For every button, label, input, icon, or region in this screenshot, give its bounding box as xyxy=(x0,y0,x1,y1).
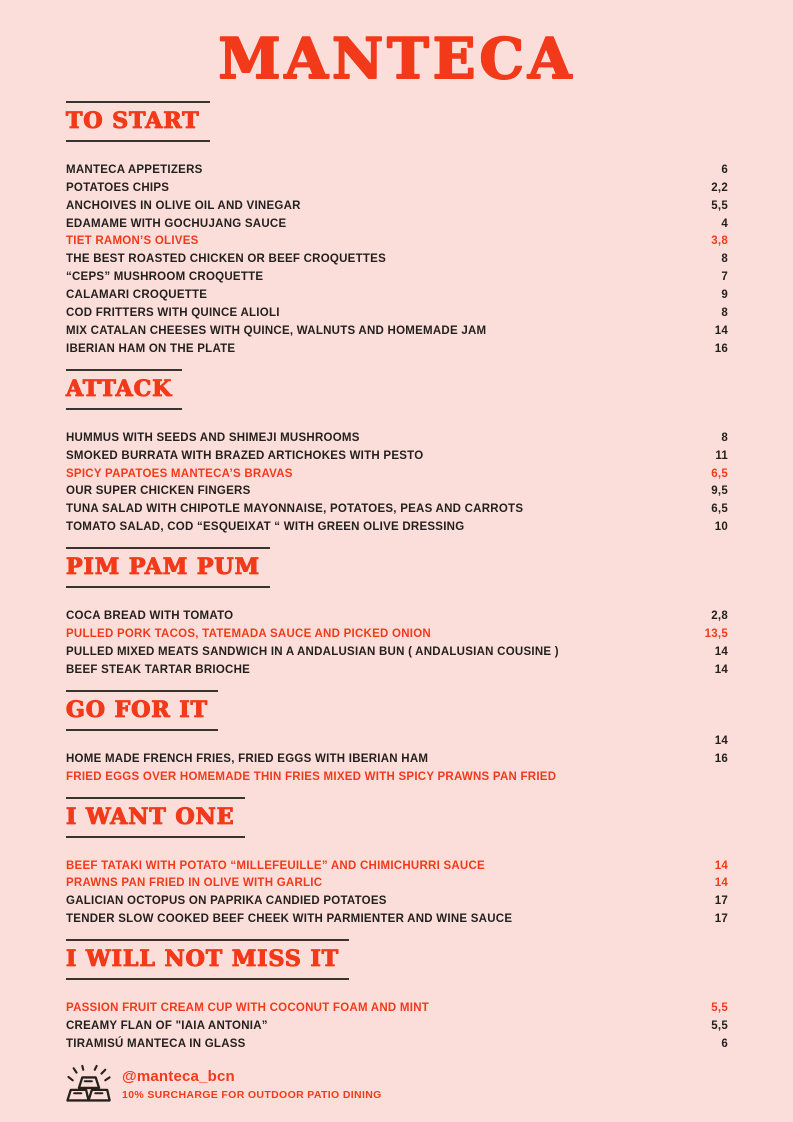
menu-item xyxy=(66,251,728,269)
menu-item-name: TENDER SLOW COOKED BEEF CHEEK WITH PARMIENTER AND WINE SAUCE xyxy=(66,913,513,926)
menu-item xyxy=(66,893,728,911)
menu-item-price: 5,5 xyxy=(711,199,728,212)
menu-item-name: PRAWNS PAN FRIED IN OLIVE WITH GARLIC xyxy=(66,877,323,890)
sections xyxy=(66,101,728,1054)
menu-item-price: 6,5 xyxy=(711,503,728,516)
menu-item xyxy=(66,466,728,484)
menu-item-name: THE BEST ROASTED CHICKEN OR BEEF CROQUETTES xyxy=(66,253,386,266)
menu-item xyxy=(66,180,728,198)
menu-item xyxy=(66,875,728,893)
menu-item-name: PULLED MIXED MEATS SANDWICH IN A ANDALUSIAN BUN ( ANDALUSIAN COUSINE ) xyxy=(66,646,559,659)
menu-item-price: 9 xyxy=(721,289,728,302)
menu-item-price: 17 xyxy=(714,895,728,908)
menu-item-name: BEEF TATAKI WITH POTATO “MILLEFEUILLE” AND CHIMICHURRI SAUCE xyxy=(66,859,485,872)
menu-item-price: 2,8 xyxy=(711,610,728,623)
menu-item-price: 2,2 xyxy=(711,181,728,194)
menu-item xyxy=(66,769,728,787)
menu-item-price: 6 xyxy=(721,163,728,176)
menu-item-name: CALAMARI CROQUETTE xyxy=(66,289,208,302)
menu-item-price: 5,5 xyxy=(711,1020,728,1033)
menu-item-name: SMOKED BURRATA WITH BRAZED ARTICHOKES WITH PESTO xyxy=(66,449,424,462)
menu-item-name: “CEPS” MUSHROOM CROQUETTE xyxy=(66,271,264,284)
menu-item-name: SPICY PAPATOES MANTECA’S BRAVAS xyxy=(66,467,293,480)
menu-item xyxy=(66,233,728,251)
menu-section xyxy=(66,369,728,537)
menu-item xyxy=(66,1000,728,1018)
menu-item-name: COD FRITTERS WITH QUINCE ALIOLI xyxy=(66,307,280,320)
menu-item xyxy=(66,751,728,769)
section-heading-label: PIM PAM PUM xyxy=(66,554,260,581)
menu-item-name: CREAMY FLAN OF "IAIA ANTONIA” xyxy=(66,1020,268,1033)
menu-item xyxy=(66,519,728,537)
menu-item-name: GALICIAN OCTOPUS ON PAPRIKA CANDIED POTATOES xyxy=(66,895,387,908)
section-heading-label: I WANT ONE xyxy=(66,803,235,830)
menu-item xyxy=(66,323,728,341)
menu-item-price: 5,5 xyxy=(711,1002,728,1015)
menu-item-price: 14 xyxy=(714,877,728,890)
section-heading-label: ATTACK xyxy=(66,375,173,402)
menu-item xyxy=(66,662,728,680)
menu-item-name: FRIED EGGS OVER HOMEMADE THIN FRIES MIXED WITH SPICY PRAWNS PAN FRIED xyxy=(66,770,557,783)
menu-item-price: 9,5 xyxy=(711,485,728,498)
menu-item xyxy=(66,501,728,519)
menu-item-list xyxy=(66,608,728,680)
menu-item-price: 14 xyxy=(714,859,728,872)
menu-item-name: OUR SUPER CHICKEN FINGERS xyxy=(66,485,251,498)
menu-item-price: 7 xyxy=(721,271,728,284)
section-heading xyxy=(66,690,218,731)
menu-item-name: TOMATO SALAD, COD “ESQUEIXAT “ WITH GREEN OLIVE DRESSING xyxy=(66,521,465,534)
menu-item-price: 10 xyxy=(714,521,728,534)
menu-item xyxy=(66,162,728,180)
menu-item-price: 3,8 xyxy=(711,235,728,248)
menu-item-price: 6,5 xyxy=(711,467,728,480)
menu-item-price: 14 xyxy=(714,663,728,676)
section-heading xyxy=(66,547,270,588)
menu-item-list xyxy=(66,858,728,930)
menu-item-list xyxy=(66,1000,728,1054)
menu-item xyxy=(66,911,728,929)
restaurant-logo: MANTECA xyxy=(218,26,576,92)
section-heading xyxy=(66,369,182,410)
menu-section xyxy=(66,547,728,680)
menu-section xyxy=(66,690,728,787)
menu-item-name: PASSION FRUIT CREAM CUP WITH COCONUT FOAM AND MINT xyxy=(66,1002,430,1015)
menu-item-price: 16 xyxy=(714,752,728,765)
footer-text xyxy=(122,1064,382,1101)
menu-item-name: EDAMAME WITH GOCHUJANG SAUCE xyxy=(66,217,287,230)
menu-item xyxy=(66,483,728,501)
menu-item-price: 11 xyxy=(715,449,728,462)
menu-item-price: 13,5 xyxy=(704,628,728,641)
section-heading-label: TO START xyxy=(66,107,200,134)
footer xyxy=(66,1064,728,1110)
surcharge-note: 10% SURCHARGE FOR OUTDOOR PATIO DINING xyxy=(122,1088,382,1101)
section-heading xyxy=(66,101,210,142)
butter-bars-icon xyxy=(66,1064,112,1110)
instagram-handle: @manteca_bcn xyxy=(122,1067,235,1085)
menu-item-name: TIRAMISÚ MANTECA IN GLASS xyxy=(66,1037,246,1050)
menu-item-price: 8 xyxy=(721,253,728,266)
menu-item-name: PULLED PORK TACOS, TATEMADA SAUCE AND PICKED ONION xyxy=(66,628,431,641)
menu-section xyxy=(66,101,728,359)
menu-item-name: BEEF STEAK TARTAR BRIOCHE xyxy=(66,663,251,676)
section-heading xyxy=(66,797,245,838)
menu-item-name: HUMMUS WITH SEEDS AND SHIMEJI MUSHROOMS xyxy=(66,431,360,444)
menu-item xyxy=(66,269,728,287)
menu-item xyxy=(66,1018,728,1036)
menu-item xyxy=(66,341,728,359)
menu-item xyxy=(66,448,728,466)
menu-item-name: POTATOES CHIPS xyxy=(66,181,170,194)
menu-item-name: TUNA SALAD WITH CHIPOTLE MAYONNAISE, POTATOES, PEAS AND CARROTS xyxy=(66,503,524,516)
section-heading xyxy=(66,939,349,980)
menu-item xyxy=(66,430,728,448)
menu-item-price: 16 xyxy=(714,342,728,355)
menu-item-price: 14 xyxy=(714,646,728,659)
menu-section xyxy=(66,797,728,930)
menu-item-name: COCA BREAD WITH TOMATO xyxy=(66,610,234,623)
menu-item-name: MIX CATALAN CHEESES WITH QUINCE, WALNUTS AND HOMEMADE JAM xyxy=(66,324,487,337)
menu-item xyxy=(66,733,728,751)
menu-item-name: MANTECA APPETIZERS xyxy=(66,163,203,176)
menu-item xyxy=(66,287,728,305)
menu-item-list xyxy=(66,733,728,787)
menu-item xyxy=(66,608,728,626)
menu-item-name: ANCHOIVES IN OLIVE OIL AND VINEGAR xyxy=(66,199,301,212)
menu-item-name: HOME MADE FRENCH FRIES, FRIED EGGS WITH IBERIAN HAM xyxy=(66,752,429,765)
menu-item-price: 6 xyxy=(721,1037,728,1050)
section-heading-label: GO FOR IT xyxy=(66,696,208,723)
menu-item xyxy=(66,626,728,644)
menu-item-name: TIET RAMON’S OLIVES xyxy=(66,235,199,248)
menu-item xyxy=(66,644,728,662)
menu-item-price: 4 xyxy=(721,217,728,230)
menu-item xyxy=(66,305,728,323)
menu-item-price: 14 xyxy=(714,324,728,337)
menu-item-list xyxy=(66,430,728,537)
menu-item-price: 14 xyxy=(714,734,728,747)
menu-section xyxy=(66,939,728,1054)
menu-item xyxy=(66,216,728,234)
menu-item-name: IBERIAN HAM ON THE PLATE xyxy=(66,342,236,355)
menu-item-price: 17 xyxy=(714,913,728,926)
menu-item-price: 8 xyxy=(721,431,728,444)
menu-item-list xyxy=(66,162,728,359)
menu-item xyxy=(66,1036,728,1054)
section-heading-label: I WILL NOT MISS IT xyxy=(66,946,340,973)
menu-item xyxy=(66,198,728,216)
menu-item xyxy=(66,858,728,876)
menu-item-price: 8 xyxy=(721,307,728,320)
